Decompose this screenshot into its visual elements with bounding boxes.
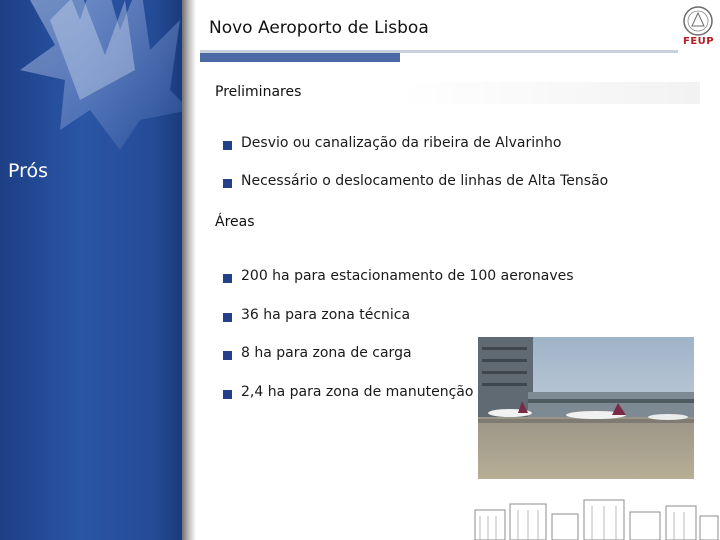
list-item: Desvio ou canalização da ribeira de Alvarinho xyxy=(241,135,562,151)
list-item: 200 ha para estacionamento de 100 aeronaves xyxy=(241,268,574,284)
list-item: 36 ha para zona técnica xyxy=(241,307,411,323)
list-item: 8 ha para zona de carga xyxy=(241,345,412,361)
feup-logo-text: FEUP xyxy=(683,36,715,47)
sidebar-shadow xyxy=(182,0,196,540)
bullet-icon xyxy=(223,141,232,150)
list-item: 2,4 ha para zona de manutenção xyxy=(241,384,474,400)
section-heading-areas: Áreas xyxy=(215,214,255,230)
buildings-illustration xyxy=(470,496,720,540)
section-heading-preliminares: Preliminares xyxy=(215,84,302,100)
title-divider-accent xyxy=(200,53,400,62)
bullet-icon xyxy=(223,390,232,399)
page-title: Novo Aeroporto de Lisboa xyxy=(209,18,429,38)
bullet-icon xyxy=(223,313,232,322)
bullet-icon xyxy=(223,179,232,188)
sidebar xyxy=(0,0,182,540)
bullet-icon xyxy=(223,274,232,283)
list-item: Necessário o deslocamento de linhas de Alta Tensão xyxy=(241,173,609,189)
sidebar-label: Prós xyxy=(8,160,49,182)
bullet-icon xyxy=(223,351,232,360)
gear-graphic xyxy=(20,0,190,150)
airport-photo xyxy=(478,337,694,479)
